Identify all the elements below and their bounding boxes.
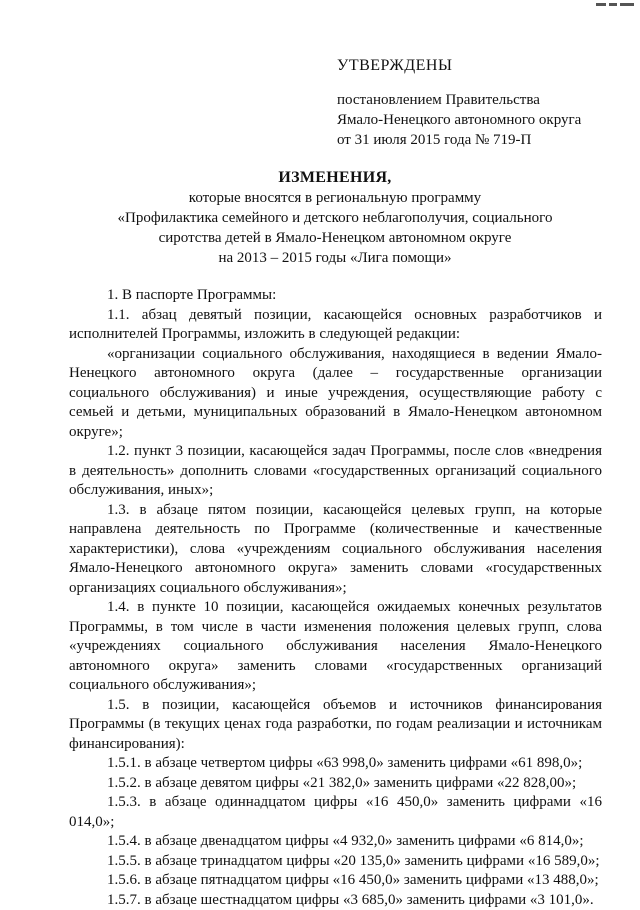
paragraph-1-5-6: 1.5.6. в абзаце пятнадцатом цифры «16 450,0» заменить цифрами «13 488,0»; <box>69 871 602 891</box>
document-title-block <box>60 168 610 268</box>
paragraph-1-5-5: 1.5.5. в абзаце тринадцатом цифры «20 135,0» заменить цифрами «16 589,0»; <box>69 852 602 872</box>
approval-line-3: от 31 июля 2015 года № 719-П <box>337 130 632 150</box>
title-line-3: сиротства детей в Ямало-Ненецком автономном округе <box>60 228 610 248</box>
approval-stamp-block <box>337 56 632 150</box>
approval-line-1: постановлением Правительства <box>337 90 632 110</box>
paragraph-1-1: 1.1. абзац девятый позиции, касающейся основных разработчиков и исполнителей Программы, изложить в следующей редакции: <box>69 306 602 345</box>
title-line-4: на 2013 – 2015 годы «Лига помощи» <box>60 248 610 268</box>
document-body <box>69 286 602 910</box>
paragraph-1-3: 1.3. в абзаце пятом позиции, касающейся целевых групп, на которые направлена деятельность по Программе (количественные и качественные характеристики), слова «учреждениям социального обслуживания населения Ямало-Ненецкого автономного округа» заменить словами «государственных организациях социального обслуживания»; <box>69 501 602 599</box>
scan-corner-mark <box>596 3 636 7</box>
paragraph-1-2: 1.2. пункт 3 позиции, касающейся задач Программы, после слов «внедрения в деятельность» дополнить словами «государственных организаций социального обслуживания, иных»; <box>69 442 602 501</box>
title-line-2: «Профилактика семейного и детского неблагополучия, социального <box>60 208 610 228</box>
paragraph-1: 1. В паспорте Программы: <box>69 286 602 306</box>
title-line-1: которые вносятся в региональную программу <box>60 188 610 208</box>
approval-line-2: Ямало-Ненецкого автономного округа <box>337 110 632 130</box>
paragraph-1-5: 1.5. в позиции, касающейся объемов и источников финансирования Программы (в текущих ценах года разработки, по годам реализации и источникам финансирования): <box>69 696 602 755</box>
paragraph-1-5-2: 1.5.2. в абзаце девятом цифры «21 382,0» заменить цифрами «22 828,00»; <box>69 774 602 794</box>
paragraph-1-5-1: 1.5.1. в абзаце четвертом цифры «63 998,0» заменить цифрами «61 898,0»; <box>69 754 602 774</box>
paragraph-1-4: 1.4. в пункте 10 позиции, касающейся ожидаемых конечных результатов Программы, в том числе в части изменения положения целевых групп, слова «учреждениях социального обслуживания населения Ямало-Ненецкого автономного округа» заменить словами «государственных организаций социального обслуживания»; <box>69 598 602 696</box>
document-title: ИЗМЕНЕНИЯ, <box>60 168 610 188</box>
approval-heading: УТВЕРЖДЕНЫ <box>337 56 632 76</box>
paragraph-quote: «организации социального обслуживания, находящиеся в ведении Ямало-Ненецкого автономного округа (далее – государственные организации социального обслуживания) и иные учреждения, осуществляющие работу с семьей и детьми, муниципальных образований в Ямало-Ненецком автономном округе»; <box>69 345 602 443</box>
paragraph-1-5-3: 1.5.3. в абзаце одиннадцатом цифры «16 450,0» заменить цифрами «16 014,0»; <box>69 793 602 832</box>
paragraph-1-5-4: 1.5.4. в абзаце двенадцатом цифры «4 932,0» заменить цифрами «6 814,0»; <box>69 832 602 852</box>
paragraph-1-5-7: 1.5.7. в абзаце шестнадцатом цифры «3 685,0» заменить цифрами «3 101,0». <box>69 891 602 910</box>
